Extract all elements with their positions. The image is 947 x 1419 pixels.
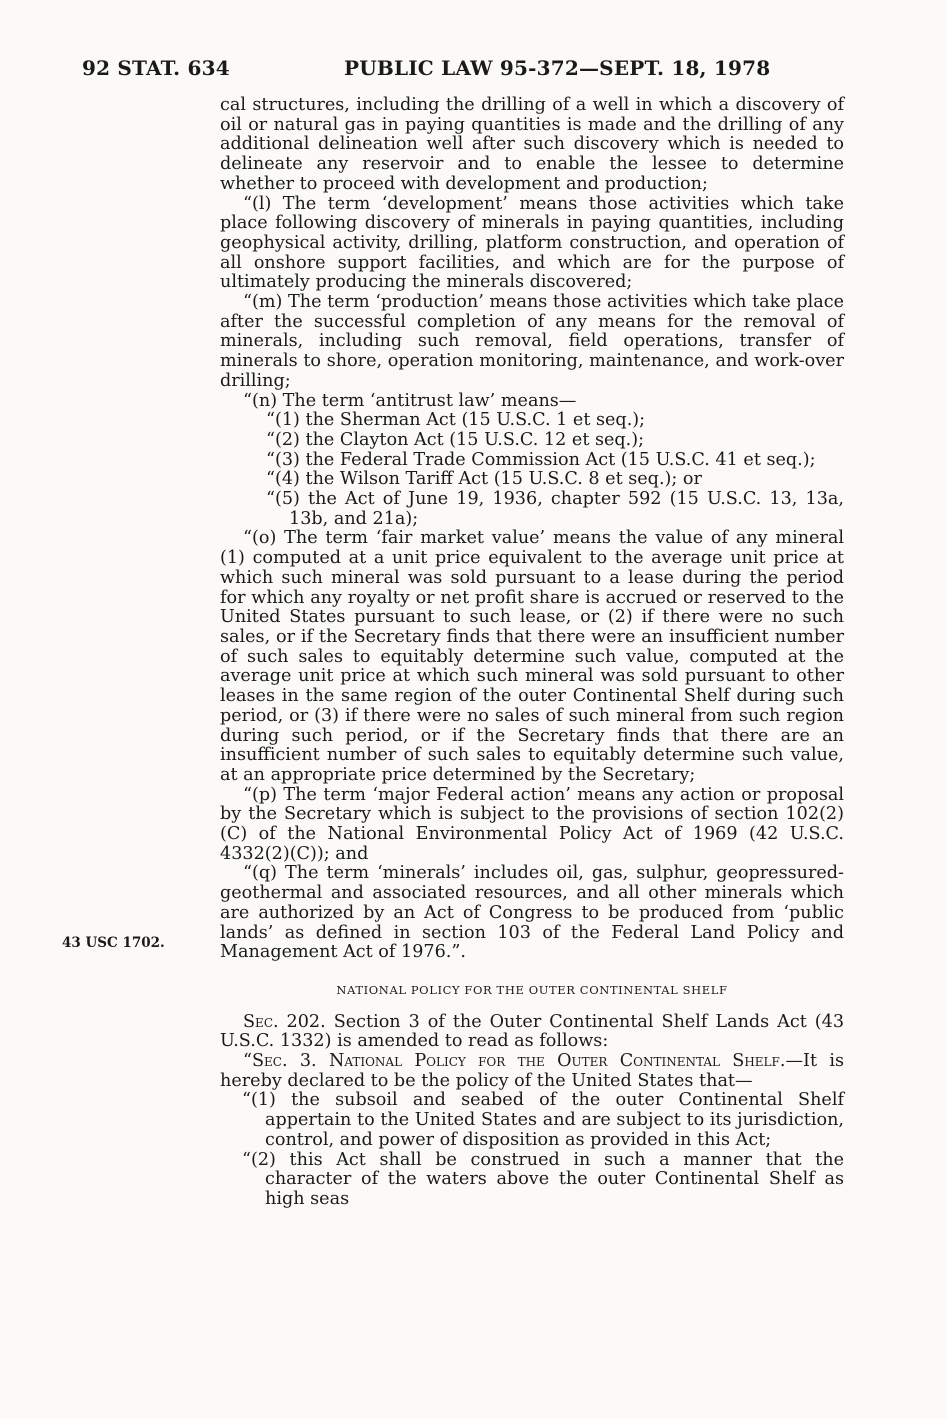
- section-3-label: “Sec. 3.: [243, 1051, 317, 1072]
- section-202-label: Sec. 202.: [243, 1011, 326, 1032]
- section-3-text: —It is hereby declared to be the policy of the United States that—: [220, 1051, 844, 1091]
- list-item-policy-2: “(2) this Act shall be construed in such a manner that the character of the waters above the outer Continental Shelf as high seas: [242, 1149, 844, 1209]
- law-title: PUBLIC LAW 95-372—SEPT. 18, 1978: [344, 56, 771, 80]
- section-202-text: Section 3 of the Outer Continental Shelf Lands Act (43 U.S.C. 1332) is amended to read as follows:: [220, 1011, 845, 1052]
- paragraph-o-fair-market-value: “(o) The term ‘fair market value’ means the value of any mineral (1) computed at a unit price equivalent to the average unit price at which such mineral was sold pursuant to a lease during the period for which any royalty or net profit share is accrued or reserved to the United States pursuant to such lease, or (2) if there were no such sales, or if the Secretary finds that there were an insufficient number of such sales to equitably determine such value, computed at the average unit price at which such mineral was sold pursuant to other leases in the same region of the outer Continental Shelf during such period, or (3) if there were no sales of such mineral from such region during such period, or if the Secretary finds that there are an insufficient number of such sales to equitably determine such value, at an appropriate price determined by the Secretary;: [220, 528, 844, 785]
- paragraph-p-federal-action: “(p) The term ‘major Federal action’ means any action or proposal by the Secretary which is subject to the provisions of section 102(2) (C) of the National Environmental Policy Act of 1969 (42 U.S.C. 4332(2)(C)); and: [220, 784, 844, 864]
- list-item-ftc-act: “(3) the Federal Trade Commission Act (15 U.S.C. 41 et seq.);: [266, 449, 816, 470]
- paragraph-l-development: “(l) The term ‘development’ means those activities which take place following discovery of minerals in paying quantities, including geophysical activity, drilling, platform construction, and operation of all onshore support facilities, and which are for the purpose of ultimately producing the minerals discovered;: [220, 193, 844, 293]
- list-item-sherman-act: “(1) the Sherman Act (15 U.S.C. 1 et seq.);: [266, 410, 646, 431]
- margin-note-usc-1702: 43 USC 1702.: [62, 935, 165, 951]
- stat-reference: 92 STAT. 634: [82, 56, 230, 80]
- page-header: [82, 56, 882, 86]
- list-item-policy-1: “(1) the subsoil and seabed of the outer Continental Shelf appertain to the United States and are subject to its jurisdiction, control, and power of disposition as provided in this Act;: [242, 1090, 844, 1150]
- section-3: [220, 1052, 844, 1091]
- list-item-clayton-act: “(2) the Clayton Act (15 U.S.C. 12 et seq.);: [266, 429, 645, 450]
- paragraph-q-minerals: “(q) The term ‘minerals’ includes oil, gas, sulphur, geopressured-geothermal and associated resources, and all other minerals which are authorized by an Act of Congress to be produced from ‘public lands’ as defined in section 103 of the Federal Land Policy and Management Act of 1976.”.: [220, 863, 844, 963]
- paragraph-continuation: cal structures, including the drilling of a well in which a discovery of oil or natural gas in paying quantities is made and the drilling of any additional delineation well after such discovery which is needed to delineate any reservoir and to enable the lessee to determine whether to proceed with development and production;: [220, 95, 844, 194]
- list-item-wilson-tariff-act: “(4) the Wilson Tariff Act (15 U.S.C. 8 et seq.); or: [266, 469, 702, 490]
- section-heading: NATIONAL POLICY FOR THE OUTER CONTINENTAL SHELF: [336, 982, 728, 997]
- paragraph-n-antitrust: “(n) The term ‘antitrust law’ means—: [243, 390, 577, 411]
- paragraph-m-production: “(m) The term ‘production’ means those activities which take place after the successful completion of any means for the removal of minerals, including such removal, field operations, transfer of minerals to shore, operation monitoring, maintenance, and work-over drilling;: [220, 292, 844, 391]
- section-3-heading: National Policy for the Outer Continental Shelf.: [328, 1051, 786, 1072]
- document-body: [220, 96, 844, 1210]
- section-202: [220, 1013, 844, 1052]
- list-item-act-1936: “(5) the Act of June 19, 1936, chapter 592 (15 U.S.C. 13, 13a, 13b, and 21a);: [266, 489, 844, 529]
